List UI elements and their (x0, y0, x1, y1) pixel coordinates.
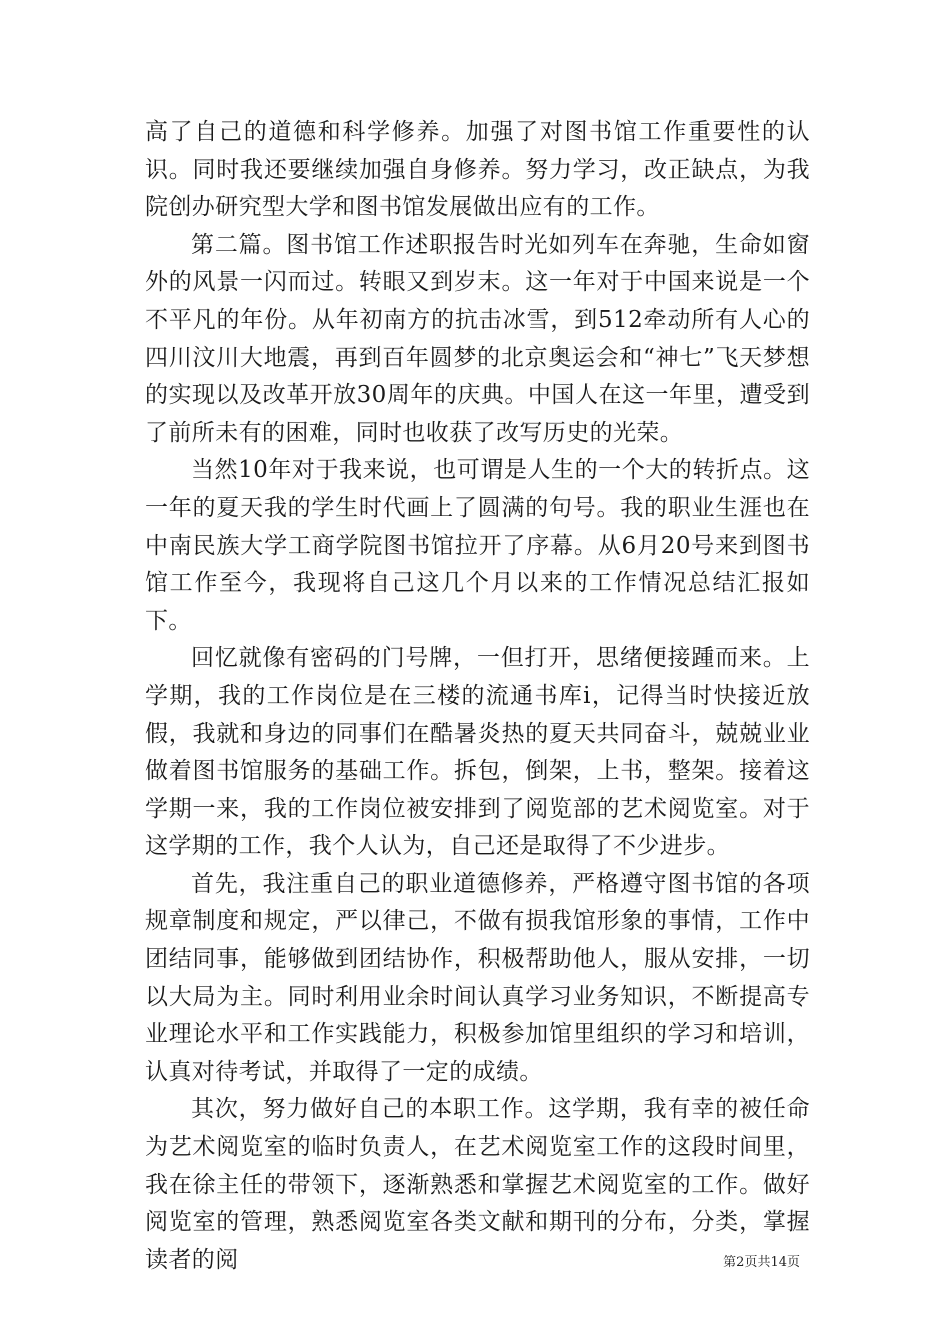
paragraph-secondly: 其次，努力做好自己的本职工作。这学期，我有幸的被任命为艺术阅览室的临时负责人，在艺术阅览室工作的这段时间里，我在徐主任的带领下，逐渐熟悉和掌握艺术阅览室的工作。做好阅览室的管理，熟悉阅览室各类文献和期刊的分布，分类，掌握读者的阅 (145, 1096, 810, 1273)
page-number-footer: 第2页共14页 (723, 1255, 800, 1270)
paragraph-memories: 回忆就像有密码的门号牌，一但打开，思绪便接踵而来。上学期，我的工作岗位是在三楼的流通书库i，记得当时快接近放假，我就和身边的同事们在酷暑炎热的夏天共同奋斗，兢兢业业做着图书馆服务的基础工作。拆包，倒架，上书，整架。接着这学期一来，我的工作岗位被安排到了阅览部的艺术阅览室。对于这学期的工作，我个人认为，自己还是取得了不少进步。 (145, 645, 810, 860)
document-body (145, 114, 810, 1279)
paragraph-second-report: 第二篇。图书馆工作述职报告时光如列车在奔驰，生命如窗外的风景一闪而过。转眼又到岁末。这一年对于中国来说是一个不平凡的年份。从年初南方的抗击冰雪，到512牵动所有人心的四川汶川大地震，再到百年圆梦的北京奥运会和“神七”飞天梦想的实现以及改革开放30周年的庆典。中国人在这一年里，遭受到了前所未有的困难，同时也收获了改写历史的光荣。 (145, 231, 810, 446)
paragraph-firstly: 首先，我注重自己的职业道德修养，严格遵守图书馆的各项规章制度和规定，严以律己，不做有损我馆形象的事情，工作中团结同事，能够做到团结协作，积极帮助他人，服从安排，一切以大局为主。同时利用业余时间认真学习业务知识，不断提高专业理论水平和工作实践能力，积极参加馆里组织的学习和培训，认真对待考试，并取得了一定的成绩。 (145, 870, 810, 1085)
paragraph-turning-point: 当然10年对于我来说，也可谓是人生的一个大的转折点。这一年的夏天我的学生时代画上了圆满的句号。我的职业生涯也在中南民族大学工商学院图书馆拉开了序幕。从6月20号来到图书馆工作至今，我现将自己这几个月以来的工作情况总结汇报如下。 (145, 457, 810, 634)
paragraph-continued: 高了自己的道德和科学修养。加强了对图书馆工作重要性的认识。同时我还要继续加强自身修养。努力学习，改正缺点，为我院创办研究型大学和图书馆发展做出应有的工作。 (145, 119, 810, 221)
